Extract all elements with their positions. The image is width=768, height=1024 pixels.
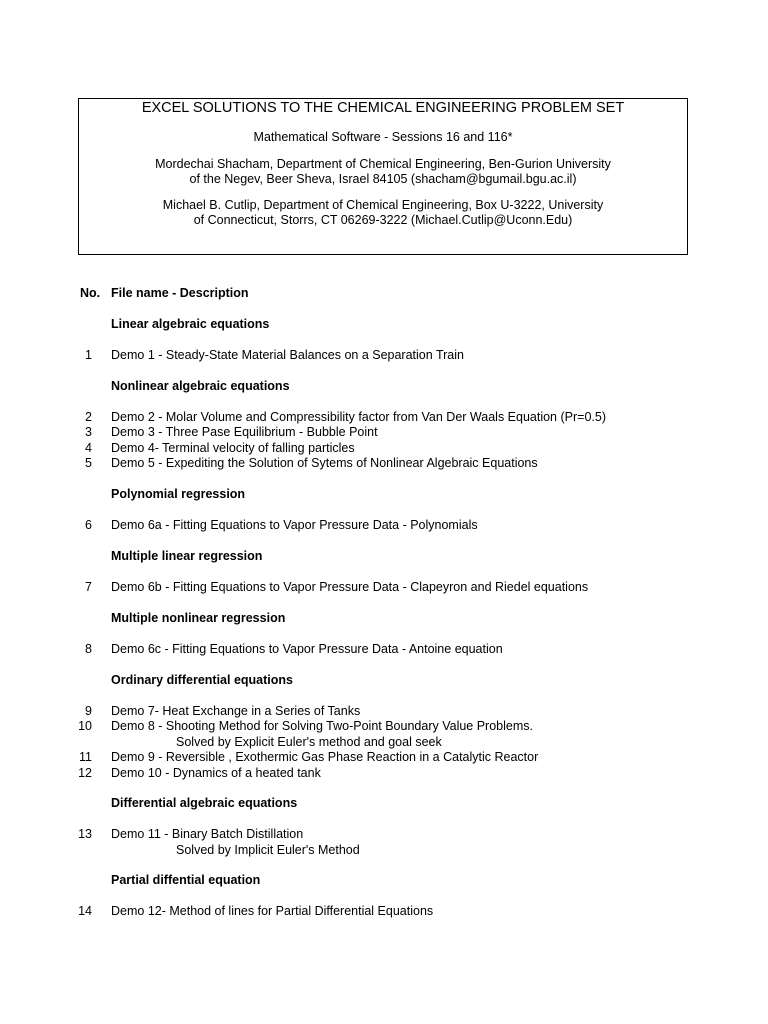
section-heading: Partial diffential equation — [111, 873, 261, 887]
section-heading: Multiple linear regression — [111, 549, 263, 563]
item-subtext: Solved by Explicit Euler's method and goal seek — [176, 735, 442, 749]
item-description: Demo 2 - Molar Volume and Compressibility factor from Van Der Waals Equation (Pr=0.5) — [111, 410, 606, 424]
item-description: Demo 6b - Fitting Equations to Vapor Pressure Data - Clapeyron and Riedel equations — [111, 580, 589, 594]
item-description: Demo 12- Method of lines for Partial Differential Equations — [111, 904, 434, 918]
item-number: 8 — [85, 642, 92, 656]
item-number: 11 — [79, 750, 92, 764]
column-header-file: File name - Description — [111, 286, 249, 300]
section-heading: Nonlinear algebraic equations — [111, 379, 290, 393]
document-subtitle: Mathematical Software - Sessions 16 and 116* — [253, 130, 513, 144]
item-number: 10 — [78, 719, 92, 733]
section-heading: Polynomial regression — [111, 487, 246, 501]
item-number: 12 — [78, 766, 92, 780]
item-number: 3 — [85, 425, 92, 439]
author1-affiliation — [79, 157, 687, 187]
column-header-no: No. — [80, 286, 101, 300]
section-heading: Linear algebraic equations — [111, 317, 270, 331]
author1-line2: of the Negev, Beer Sheva, Israel 84105 (shacham@bgumail.bgu.ac.il) — [189, 172, 577, 186]
section-heading: Differential algebraic equations — [111, 796, 298, 810]
item-description: Demo 8 - Shooting Method for Solving Two-Point Boundary Value Problems. — [111, 719, 533, 733]
author2-affiliation — [79, 198, 687, 228]
item-description: Demo 11 - Binary Batch Distillation — [111, 827, 304, 841]
author2-line1: Michael B. Cutlip, Department of Chemical Engineering, Box U-3222, University — [162, 198, 604, 212]
author1-line1: Mordechai Shacham, Department of Chemical Engineering, Ben-Gurion University — [155, 157, 611, 171]
author2-line2: of Connecticut, Storrs, CT 06269-3222 (Michael.Cutlip@Uconn.Edu) — [193, 213, 573, 227]
item-description: Demo 7- Heat Exchange in a Series of Tanks — [111, 704, 361, 718]
item-description: Demo 4- Terminal velocity of falling particles — [111, 441, 355, 455]
item-number: 7 — [85, 580, 92, 594]
item-number: 13 — [78, 827, 92, 841]
item-number: 6 — [85, 518, 92, 532]
item-number: 2 — [85, 410, 92, 424]
document-header-box — [78, 98, 688, 255]
item-subtext: Solved by Implicit Euler's Method — [176, 843, 360, 857]
item-number: 9 — [85, 704, 92, 718]
document-title: EXCEL SOLUTIONS TO THE CHEMICAL ENGINEERING PROBLEM SET — [141, 100, 625, 116]
item-description: Demo 1 - Steady-State Material Balances on a Separation Train — [111, 348, 464, 362]
item-number: 5 — [85, 456, 92, 470]
section-heading: Multiple nonlinear regression — [111, 611, 286, 625]
item-description: Demo 6c - Fitting Equations to Vapor Pressure Data - Antoine equation — [111, 642, 503, 656]
item-number: 1 — [85, 348, 92, 362]
section-heading: Ordinary differential equations — [111, 673, 293, 687]
item-description: Demo 9 - Reversible , Exothermic Gas Phase Reaction in a Catalytic Reactor — [111, 750, 539, 764]
item-description: Demo 5 - Expediting the Solution of Sytems of Nonlinear Algebraic Equations — [111, 456, 538, 470]
item-description: Demo 10 - Dynamics of a heated tank — [111, 766, 321, 780]
item-number: 4 — [85, 441, 92, 455]
item-description: Demo 3 - Three Pase Equilibrium - Bubble Point — [111, 425, 378, 439]
item-number: 14 — [78, 904, 92, 918]
item-description: Demo 6a - Fitting Equations to Vapor Pressure Data - Polynomials — [111, 518, 478, 532]
